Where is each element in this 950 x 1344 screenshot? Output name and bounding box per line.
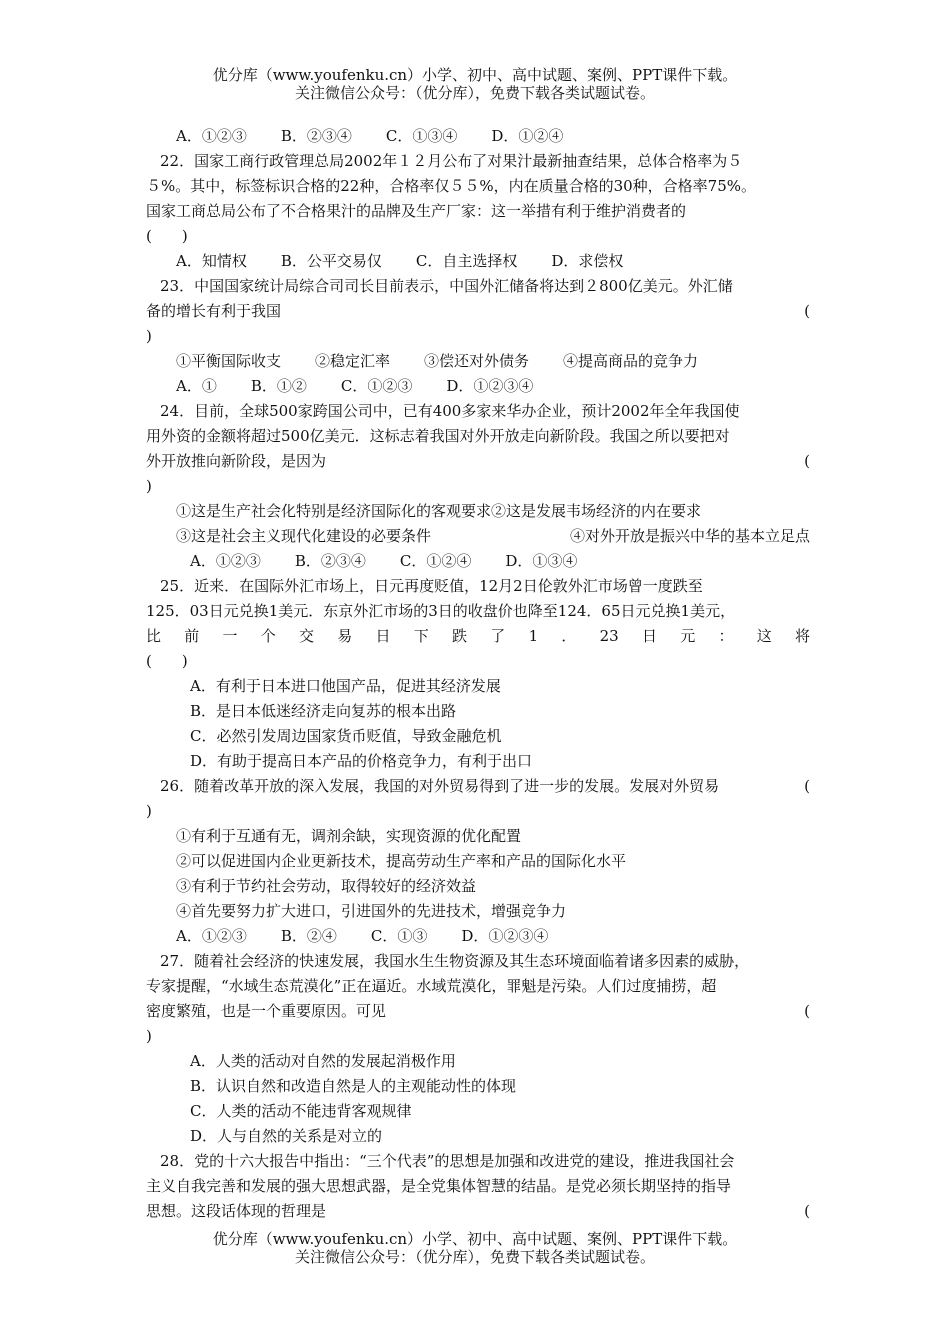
q22-option-b: B．公平交易仅 <box>280 252 382 270</box>
header-line-1: 优分库（www.youfenku.cn）小学、初中、高中试题、案例、PPT课件下载。 <box>212 66 738 84</box>
q28-stem-line-3 <box>146 1199 810 1224</box>
q24-paren-open: ( <box>804 452 810 470</box>
q27-stem-line-1: 27．随着社会经济的快速发展，我国水生生物资源及其生态环境面临着诸多因素的威胁， <box>160 952 750 970</box>
q27-stem-text: 密度繁殖，也是一个重要原因。可见 <box>146 1002 387 1020</box>
q27-paren-open: ( <box>804 1002 810 1020</box>
q22-option-d: D．求偿权 <box>551 252 624 270</box>
q21-option-a: A．①②③ <box>176 127 247 145</box>
q23-option-d: D．①②③④ <box>446 377 534 395</box>
q22-option-c: C．自主选择权 <box>415 252 518 270</box>
q24-option-c: C．①②④ <box>399 552 472 570</box>
q27-option-d: D．人与自然的关系是对立的 <box>190 1127 383 1145</box>
q23-paren-close: ) <box>146 327 152 345</box>
q24-option-a: A．①②③ <box>190 552 261 570</box>
q25-stem-line-1: 25．近来．在国际外汇市场上，日元再度贬值，12月2日伦敦外汇市场曾一度跌至 <box>160 577 703 595</box>
q23-stem-text: 备的增长有利于我国 <box>146 302 282 320</box>
q23-paren-open: ( <box>804 302 810 320</box>
q24-stem-line-3 <box>146 449 810 474</box>
q24-paren-close: ) <box>146 477 152 495</box>
q24-option-b: B．②③④ <box>294 552 366 570</box>
q28-stem-line-1: 28．党的十六大报告中指出：“三个代表”的思想是加强和改进党的建设，推进我国社会 <box>160 1152 735 1170</box>
q28-stem-text: 思想。这段话体现的哲理是 <box>146 1202 327 1220</box>
q24-item-3: ③这是社会主义现代化建设的必要条件 <box>176 527 432 545</box>
q23-item-3: ③偿还对外债务 <box>424 352 530 370</box>
q26-item-2: ②可以促进国内企业更新技术，提高劳动生产率和产品的国际化水平 <box>176 852 627 870</box>
q25-option-d: D．有助于提高日本产品的价格竞争力，有利于出口 <box>190 752 533 770</box>
header-line-2: 关注微信公众号：（优分库），免费下载各类试题试卷。 <box>294 84 655 102</box>
q22-stem-line-3: 国家工商总局公布了不合格果汁的品牌及生产厂家：这一举措有利于维护消费者的 <box>146 202 687 220</box>
q22-answer-paren: ( ) <box>146 227 188 245</box>
q25-answer-paren: ( ) <box>146 652 188 670</box>
page-footer <box>0 1230 950 1266</box>
q27-option-c: C．人类的活动不能违背客观规律 <box>190 1102 412 1120</box>
q23-item-4: ④提高商品的竞争力 <box>563 352 699 370</box>
q25-option-b: B．是日本低迷经济走向复苏的根本出路 <box>190 702 457 720</box>
q26-item-4: ④首先要努力扩大进口，引进国外的先进技术，增强竞争力 <box>176 902 567 920</box>
exam-body <box>146 124 810 1224</box>
q24-stem-line-1: 24．目前，全球500家跨国公司中，已有400多家来华办企业，预计2002年全年我国使 <box>160 402 740 420</box>
q27-stem-line-2: 专家提醒，“水域生态荒漠化”正在逼近。水域荒漠化，罪魁是污染。人们过度捕捞，超 <box>146 977 717 995</box>
q28-stem-line-2: 主义自我完善和发展的强大思想武器，是全党集体智慧的结晶。是党必须长期坚持的指导 <box>146 1177 732 1195</box>
q25-option-c: C．必然引发周边国家货币贬值，导致金融危机 <box>190 727 502 745</box>
q22-stem-line-1: 22．国家工商行政管理总局2002年１２月公布了对果汁最新抽查结果，总体合格率为５ <box>160 152 743 170</box>
q23-item-2: ②稳定汇率 <box>315 352 391 370</box>
q26-option-c: C．①③ <box>370 927 428 945</box>
q23-options <box>146 374 810 399</box>
q24-items-3-4 <box>146 524 810 549</box>
q24-item-4: ④对外开放是振兴中华的基本立足点 <box>569 527 810 545</box>
q25-option-a: A．有利于日本进口他国产品，促进其经济发展 <box>190 677 501 695</box>
q21-options <box>146 124 810 149</box>
q26-stem-text: 26．随着改革开放的深入发展，我国的对外贸易得到了进一步的发展。发展对外贸易 <box>160 777 720 795</box>
q25-stem-line-3: 比前一个交易日下跌了1．23日元：这将 <box>146 627 810 645</box>
q26-paren-close: ) <box>146 802 152 820</box>
q21-option-d: D．①②④ <box>491 127 564 145</box>
q27-stem-line-3 <box>146 999 810 1024</box>
q26-option-d: D．①②③④ <box>461 927 549 945</box>
q22-options <box>146 249 810 274</box>
footer-line-2: 关注微信公众号：（优分库），免费下载各类试题试卷。 <box>294 1248 655 1266</box>
q23-item-1: ①平衡国际收支 <box>176 352 282 370</box>
q24-stem-text: 外开放推向新阶段，是因为 <box>146 452 327 470</box>
q27-option-a: A．人类的活动对自然的发展起消极作用 <box>190 1052 456 1070</box>
q24-items-1-2: ①这是生产社会化特别是经济国际化的客观要求②这是发展韦场经济的内在要求 <box>176 502 702 520</box>
q23-option-b: B．①② <box>250 377 307 395</box>
q21-option-c: C．①③④ <box>385 127 458 145</box>
q22-stem-line-2: ５%。其中，标签标识合格的22种，合格率仅５５%，内在质量合格的30种，合格率75%。 <box>146 177 757 195</box>
q26-options <box>146 924 810 949</box>
q26-paren-open: ( <box>804 777 810 795</box>
q24-option-d: D．①③④ <box>505 552 578 570</box>
q26-option-b: B．②④ <box>280 927 337 945</box>
q23-option-c: C．①②③ <box>340 377 413 395</box>
q24-options <box>146 549 810 574</box>
page-header <box>0 66 950 102</box>
q27-paren-close: ) <box>146 1027 152 1045</box>
q23-stem-line-1: 23．中国国家统计局综合司司长目前表示，中国外汇储备将达到２800亿美元。外汇储 <box>160 277 733 295</box>
q26-option-a: A．①②③ <box>176 927 247 945</box>
q25-stem-line-2: 125．03日元兑换1美元．东京外汇市场的3日的收盘价也降至124．65日元兑换1美元， <box>146 602 736 620</box>
q28-paren-open: ( <box>804 1202 810 1220</box>
q21-option-b: B．②③④ <box>280 127 352 145</box>
q23-items <box>146 349 810 374</box>
q23-stem-line-2 <box>146 299 810 324</box>
q24-stem-line-2: 用外资的金额将超过500亿美元．这标志着我国对外开放走向新阶段。我国之所以要把对 <box>146 427 730 445</box>
q26-item-3: ③有利于节约社会劳动，取得较好的经济效益 <box>176 877 477 895</box>
q22-option-a: A．知情权 <box>176 252 247 270</box>
q26-stem-line-1 <box>146 774 810 799</box>
q23-option-a: A．① <box>176 377 217 395</box>
q26-item-1: ①有利于互通有无，调剂余缺，实现资源的优化配置 <box>176 827 522 845</box>
q27-option-b: B．认识自然和改造自然是人的主观能动性的体现 <box>190 1077 517 1095</box>
footer-line-1: 优分库（www.youfenku.cn）小学、初中、高中试题、案例、PPT课件下载。 <box>212 1230 738 1248</box>
